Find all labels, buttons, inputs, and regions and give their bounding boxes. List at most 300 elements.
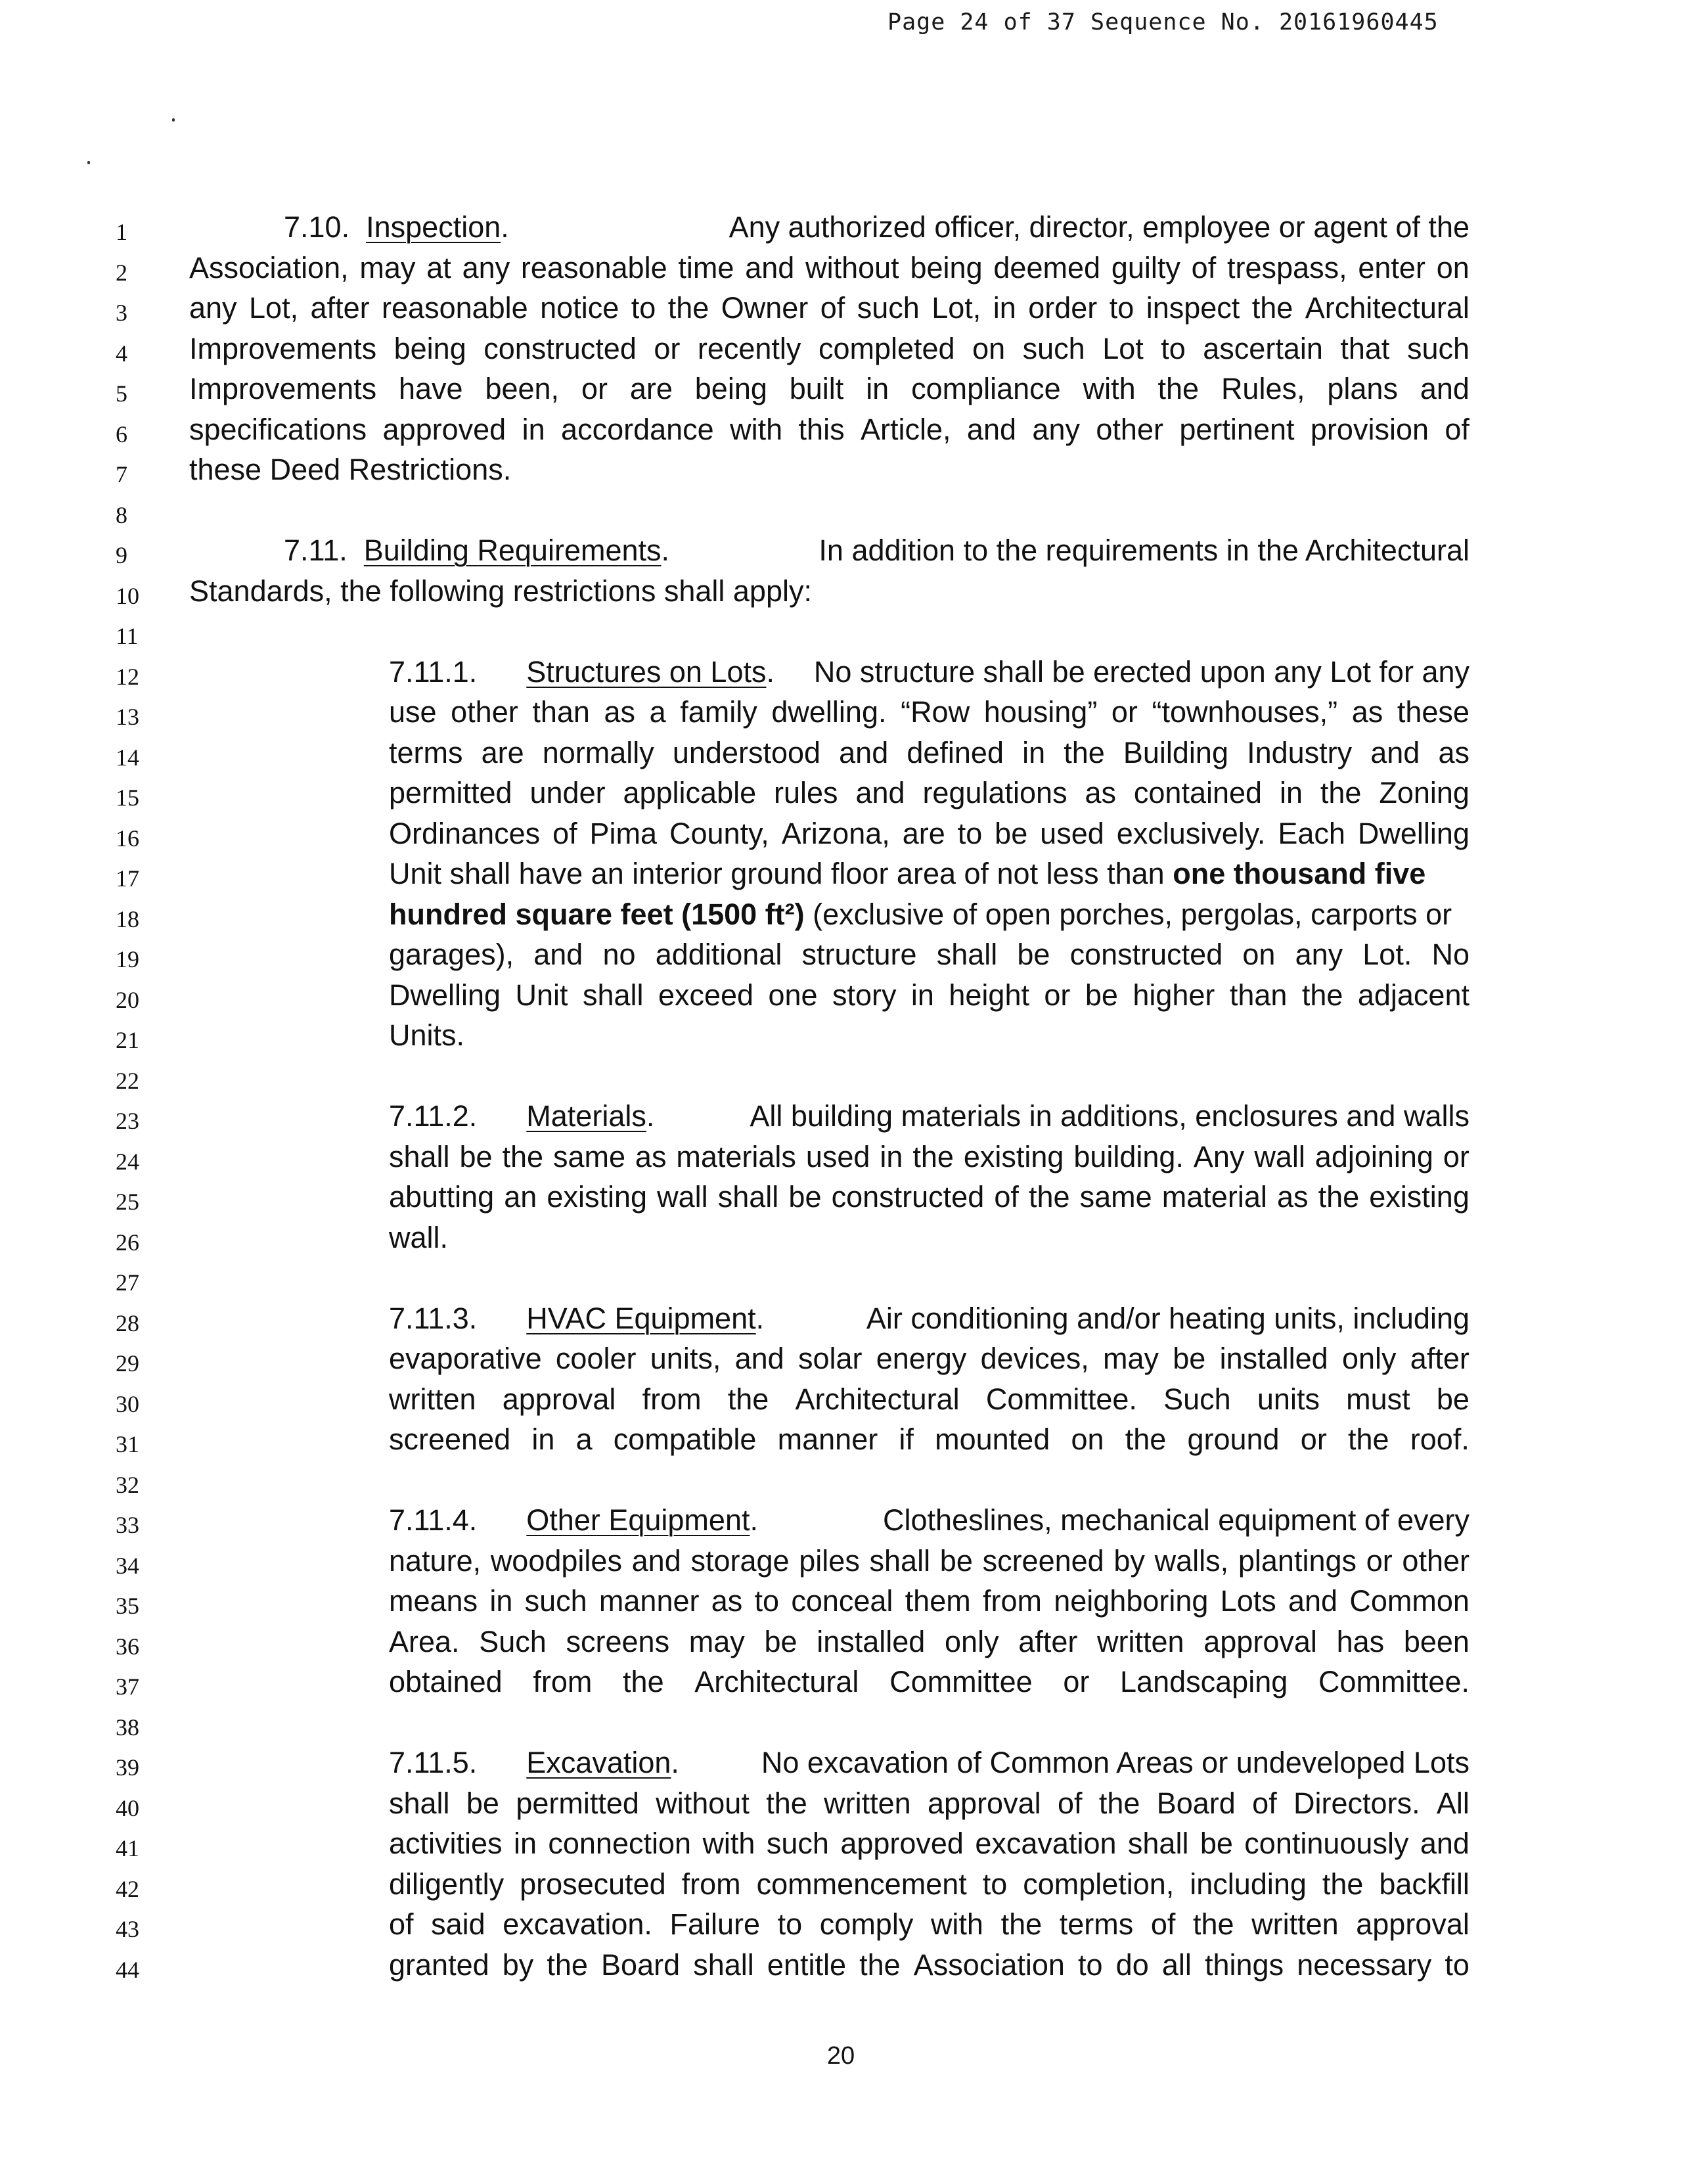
line-number: 37 — [116, 1673, 139, 1700]
word: as — [1085, 776, 1117, 809]
word: to — [957, 817, 983, 850]
section-heading: Building Requirements — [363, 534, 662, 567]
word: the — [667, 291, 709, 325]
word: the — [547, 1948, 588, 1982]
word: in — [910, 978, 934, 1012]
word: in — [866, 372, 889, 405]
line-number: 26 — [116, 1229, 139, 1256]
word: and — [533, 938, 583, 971]
word: to — [777, 1907, 803, 1941]
word: the — [1028, 1180, 1070, 1214]
word: roof. — [1410, 1422, 1470, 1456]
word: Ordinances — [389, 817, 541, 850]
section-heading: HVAC Equipment — [526, 1302, 756, 1335]
line-number: 12 — [116, 664, 139, 690]
word: adjacent — [1357, 978, 1470, 1012]
word: Pima — [589, 817, 658, 850]
line-number: 14 — [116, 744, 139, 771]
text-line — [389, 937, 1470, 972]
word: wall — [1254, 1140, 1305, 1173]
word: of — [552, 817, 577, 850]
word: on — [1242, 938, 1276, 971]
word: the — [1192, 1907, 1234, 1941]
word: are — [629, 372, 673, 405]
word: or — [1443, 1140, 1470, 1173]
word: be — [466, 1786, 499, 1820]
word: Dwelling — [389, 978, 501, 1012]
word: terms — [389, 736, 463, 769]
scan-speck — [172, 118, 175, 122]
text-line — [189, 371, 1470, 407]
text-line — [389, 1745, 1470, 1781]
line-number: 28 — [116, 1310, 139, 1336]
section-lead: 7.11.3. HVAC Equipment. — [389, 1302, 765, 1335]
word: completion, — [1023, 1867, 1175, 1901]
word: have — [398, 372, 463, 405]
section-number: 7.11. — [284, 534, 348, 567]
word: be — [1436, 1382, 1470, 1416]
word: constructed — [483, 332, 637, 365]
line-number: 36 — [116, 1633, 139, 1660]
word: the — [1125, 1422, 1167, 1456]
word: any — [1295, 938, 1343, 971]
section-number: 7.11.1. — [389, 655, 478, 689]
word: no — [602, 938, 636, 971]
text-line — [389, 1826, 1470, 1861]
word: County, — [669, 817, 769, 850]
section-lead: 7.11.4. Other Equipment. — [389, 1503, 758, 1537]
word: in — [489, 1584, 513, 1618]
word: shall — [582, 978, 644, 1012]
word: has — [1336, 1625, 1385, 1658]
word: of — [1252, 1786, 1277, 1820]
word: the — [1064, 736, 1105, 769]
text-line — [389, 1786, 1470, 1821]
text-line — [389, 775, 1470, 811]
text-line — [389, 654, 1470, 690]
word: the — [1322, 1867, 1364, 1901]
word: and — [1420, 1827, 1470, 1860]
line-number: 41 — [116, 1835, 139, 1861]
word: after — [1018, 1625, 1078, 1658]
word: housing” — [983, 695, 1098, 729]
word: abutting — [389, 1180, 495, 1214]
word: in — [880, 1140, 903, 1173]
word: than — [1229, 978, 1288, 1012]
word: used — [805, 1140, 870, 1173]
word: installed — [1219, 1342, 1328, 1375]
text-line: these Deed Restrictions. — [189, 453, 512, 486]
text-line — [389, 694, 1470, 730]
word: to — [1109, 291, 1134, 325]
word: all — [1161, 1948, 1192, 1982]
text-line — [389, 1341, 1470, 1376]
text-line — [389, 1382, 1470, 1417]
line-number: 23 — [116, 1108, 139, 1134]
word: may — [359, 251, 416, 284]
word: without — [656, 1786, 750, 1820]
word: Improvements — [189, 332, 377, 365]
word: Zoning — [1379, 776, 1470, 809]
line-number: 31 — [116, 1431, 139, 1457]
word: defined — [907, 736, 1004, 769]
word: constructed — [831, 1180, 985, 1214]
word: Any — [1193, 1140, 1245, 1173]
word: of — [1191, 251, 1217, 284]
word: are — [481, 736, 524, 769]
word: woodpiles — [490, 1544, 622, 1578]
word: or — [1300, 1422, 1327, 1456]
line-number: 25 — [116, 1189, 139, 1215]
word: be — [788, 1180, 822, 1214]
word: approval — [1203, 1625, 1317, 1658]
word: to — [982, 1867, 1008, 1901]
word: Committee — [889, 1665, 1033, 1698]
word: Owner — [721, 291, 809, 325]
word: Each — [1278, 817, 1345, 850]
word: activities — [389, 1827, 503, 1860]
word: being — [393, 332, 466, 365]
word: to — [754, 1584, 780, 1618]
word: in — [531, 1422, 555, 1456]
word: Architectural — [795, 1382, 960, 1416]
word: shall — [717, 1180, 779, 1214]
line-number: 30 — [116, 1391, 139, 1417]
text-line — [389, 735, 1470, 771]
text-line — [389, 1543, 1470, 1579]
word: including — [1190, 1867, 1307, 1901]
word: with — [930, 1907, 983, 1941]
word: Architectural — [1305, 291, 1470, 325]
section-lead: 7.11. Building Requirements. — [284, 534, 670, 567]
word: be — [995, 817, 1028, 850]
word: such — [766, 1827, 829, 1860]
word: the — [727, 1382, 769, 1416]
section-heading: Materials — [526, 1099, 646, 1133]
word: existing — [963, 1140, 1064, 1173]
word: and — [839, 736, 889, 769]
word: No — [1431, 938, 1470, 971]
word: from — [642, 1382, 702, 1416]
word: screens — [566, 1625, 670, 1658]
word: any — [462, 251, 510, 284]
word: the — [1318, 1180, 1360, 1214]
word: as — [1351, 695, 1383, 729]
word: be — [1017, 938, 1050, 971]
word: or — [1063, 1665, 1090, 1698]
word: Improvements — [189, 372, 377, 405]
word: manner — [598, 1584, 700, 1618]
word: cooler — [555, 1342, 637, 1375]
word: applicable — [623, 776, 757, 809]
word: written — [389, 1382, 476, 1416]
word: such — [1022, 332, 1085, 365]
word: the — [859, 1948, 901, 1982]
text-line — [284, 533, 1470, 568]
page-number: 20 — [826, 2042, 855, 2070]
word: Failure — [669, 1907, 761, 1941]
word: use — [389, 695, 437, 729]
word: screened — [389, 1422, 511, 1456]
word: these — [1397, 695, 1470, 729]
word: Committee. — [985, 1382, 1137, 1416]
line-number: 17 — [116, 865, 139, 892]
scan-speck — [87, 161, 90, 164]
text-run: Air conditioning and/or heating units, including — [866, 1302, 1470, 1335]
word: accordance — [561, 413, 714, 446]
word: Committee. — [1318, 1665, 1470, 1698]
word: specifications — [189, 413, 367, 446]
word: exclusively. — [1116, 817, 1266, 850]
word: with — [730, 413, 783, 446]
word: been — [1403, 1625, 1470, 1658]
text-line — [389, 1907, 1470, 1942]
word: other — [1096, 413, 1163, 446]
word: do — [1115, 1948, 1149, 1982]
text-line — [284, 210, 1470, 245]
text-line — [389, 1583, 1470, 1619]
word: other — [1402, 1544, 1470, 1578]
word: height — [949, 978, 1029, 1012]
line-number: 11 — [116, 623, 139, 649]
word: as — [1438, 736, 1470, 769]
line-number: 15 — [116, 785, 139, 811]
word: Lot — [1102, 332, 1144, 365]
section-number: 7.11.2. — [389, 1099, 478, 1133]
word: diligently — [389, 1867, 505, 1901]
line-number: 8 — [116, 502, 127, 528]
word: additional — [655, 938, 782, 971]
word: terms — [1059, 1907, 1134, 1941]
word: must — [1346, 1382, 1410, 1416]
word: reasonable — [382, 291, 528, 325]
text-run: In addition to the requirements in the Architectural — [819, 534, 1470, 567]
word: existing — [1369, 1180, 1470, 1214]
word: notice — [540, 291, 619, 325]
word: building. — [1073, 1140, 1184, 1173]
word: reasonable — [520, 251, 667, 284]
line-number: 5 — [116, 380, 127, 407]
word: devices, — [980, 1342, 1089, 1375]
word: permitted — [516, 1786, 639, 1820]
word: to — [1078, 1948, 1103, 1982]
word: constructed — [1069, 938, 1223, 971]
line-number: 18 — [116, 906, 139, 932]
word: the — [1098, 1786, 1140, 1820]
line-number: 27 — [116, 1269, 139, 1296]
word: Industry — [1247, 736, 1353, 769]
section-heading: Structures on Lots — [526, 655, 767, 689]
word: the — [1000, 1907, 1043, 1941]
word: in — [1022, 736, 1046, 769]
word: after — [310, 291, 370, 325]
word: the — [1301, 978, 1343, 1012]
word: the — [912, 1140, 954, 1173]
word: excavation. — [503, 1907, 652, 1941]
word: approved — [840, 1827, 964, 1860]
word: shall — [389, 1140, 450, 1173]
text-line — [389, 1301, 1470, 1336]
word: in — [513, 1827, 537, 1860]
word: them — [905, 1584, 971, 1618]
word: approval — [502, 1382, 616, 1416]
word: Building — [1123, 736, 1228, 769]
word: as — [604, 695, 636, 729]
word: of — [820, 291, 845, 325]
word: the — [1157, 372, 1200, 405]
word: compliance — [911, 372, 1061, 405]
word: connection — [548, 1827, 692, 1860]
word: from — [982, 1584, 1042, 1618]
line-number: 32 — [116, 1472, 139, 1498]
word: walls, — [1154, 1544, 1229, 1578]
word: to — [1445, 1948, 1470, 1982]
word: normally — [542, 736, 654, 769]
text-line — [389, 1624, 1470, 1660]
word: other — [451, 695, 518, 729]
word: on — [1071, 1422, 1104, 1456]
word: understood — [672, 736, 821, 769]
word: higher — [1133, 978, 1215, 1012]
word: Association — [913, 1948, 1065, 1982]
word: conceal — [791, 1584, 893, 1618]
word: storage — [690, 1544, 790, 1578]
word: obtained — [389, 1665, 503, 1698]
line-number: 43 — [116, 1916, 139, 1942]
word: be — [459, 1140, 493, 1173]
word: or — [1111, 695, 1138, 729]
text-line: Standards, the following restrictions shall apply: — [189, 574, 812, 608]
word: comply — [819, 1907, 914, 1941]
word: wall — [657, 1180, 708, 1214]
word: the — [1251, 291, 1293, 325]
section-lead: 7.11.5. Excavation. — [389, 1746, 679, 1779]
word: Lot, — [249, 291, 299, 325]
word: the — [1320, 776, 1362, 809]
word: permitted — [389, 776, 512, 809]
word: provision — [1310, 413, 1429, 446]
line-number: 42 — [116, 1876, 139, 1902]
word: the — [1348, 1422, 1389, 1456]
section-lead: 7.10. Inspection. — [284, 210, 509, 244]
word: a — [575, 1422, 593, 1456]
text-line — [389, 1139, 1470, 1175]
word: used — [1040, 817, 1104, 850]
word: compatible — [613, 1422, 757, 1456]
word: granted — [389, 1948, 489, 1982]
word: All — [1436, 1786, 1470, 1820]
word: written — [1251, 1907, 1339, 1941]
word: shall — [1127, 1827, 1189, 1860]
line-number: 44 — [116, 1957, 139, 1983]
word: and — [1370, 736, 1420, 769]
section-lead: 7.11.2. Materials. — [389, 1099, 655, 1133]
text-line — [189, 250, 1470, 286]
word: as — [635, 1140, 667, 1173]
word: order — [1028, 291, 1098, 325]
word: garages), — [389, 938, 514, 971]
word: as — [1276, 1180, 1309, 1214]
line-number: 35 — [116, 1593, 139, 1619]
text-line — [389, 1503, 1470, 1538]
word: an — [504, 1180, 537, 1214]
word: trespass, — [1227, 251, 1347, 284]
word: means — [389, 1584, 478, 1618]
word: that — [1340, 332, 1390, 365]
word: deemed — [993, 251, 1101, 284]
word: same — [1079, 1180, 1152, 1214]
line-number: 2 — [116, 260, 127, 286]
word: evaporative — [389, 1342, 542, 1375]
word: material — [1161, 1180, 1267, 1214]
text-line — [389, 816, 1470, 852]
section-number: 7.11.3. — [389, 1302, 478, 1335]
word: Common — [1349, 1584, 1470, 1618]
word: or — [1366, 1544, 1393, 1578]
word: necessary — [1297, 1948, 1432, 1982]
word: and — [745, 251, 795, 284]
word: if — [899, 1422, 914, 1456]
word: from — [533, 1665, 593, 1698]
text-line — [189, 412, 1470, 447]
word: be — [1173, 1342, 1206, 1375]
word: units, — [650, 1342, 721, 1375]
word: of — [1150, 1907, 1176, 1941]
line-number: 6 — [116, 421, 127, 447]
word: with — [702, 1827, 755, 1860]
word: said — [431, 1907, 485, 1941]
text-line — [189, 331, 1470, 367]
text-line — [389, 1099, 1470, 1134]
section-lead: 7.11.1. Structures on Lots. — [389, 655, 774, 689]
word: any — [1032, 413, 1080, 446]
section-heading: Inspection — [366, 210, 501, 244]
bold-text: hundred square feet (1500 ft²) — [389, 898, 805, 931]
word: inspect — [1146, 291, 1240, 325]
word: been, — [485, 372, 560, 405]
word: or — [654, 332, 681, 365]
word: Rules, — [1221, 372, 1305, 405]
line-number: 33 — [116, 1512, 139, 1538]
word: be — [1085, 978, 1118, 1012]
word: entitle — [767, 1948, 847, 1982]
line-number: 34 — [116, 1553, 139, 1579]
text-run: (exclusive of open porches, pergolas, carports or — [813, 898, 1452, 931]
line-number: 3 — [116, 300, 127, 326]
word: or — [1044, 978, 1071, 1012]
text-run: Any authorized officer, director, employee or agent of the — [729, 210, 1470, 244]
word: Lot. — [1362, 938, 1412, 971]
word: rules — [774, 776, 838, 809]
section-number: 7.10. — [284, 210, 350, 244]
word: after — [1410, 1342, 1470, 1375]
text-line: wall. — [389, 1221, 449, 1254]
word: written — [824, 1786, 911, 1820]
word: are — [902, 817, 945, 850]
line-number: 19 — [116, 946, 139, 972]
line-number: 21 — [116, 1027, 139, 1053]
word: and — [734, 1342, 784, 1375]
word: such — [524, 1584, 587, 1618]
text-line — [389, 1422, 1470, 1457]
text-line — [389, 856, 1470, 892]
word: screened — [982, 1544, 1104, 1578]
word: in — [993, 291, 1016, 325]
word: may — [688, 1625, 745, 1658]
word: and — [1288, 1584, 1338, 1618]
word: Landscaping — [1120, 1665, 1288, 1698]
word: such — [1406, 332, 1470, 365]
